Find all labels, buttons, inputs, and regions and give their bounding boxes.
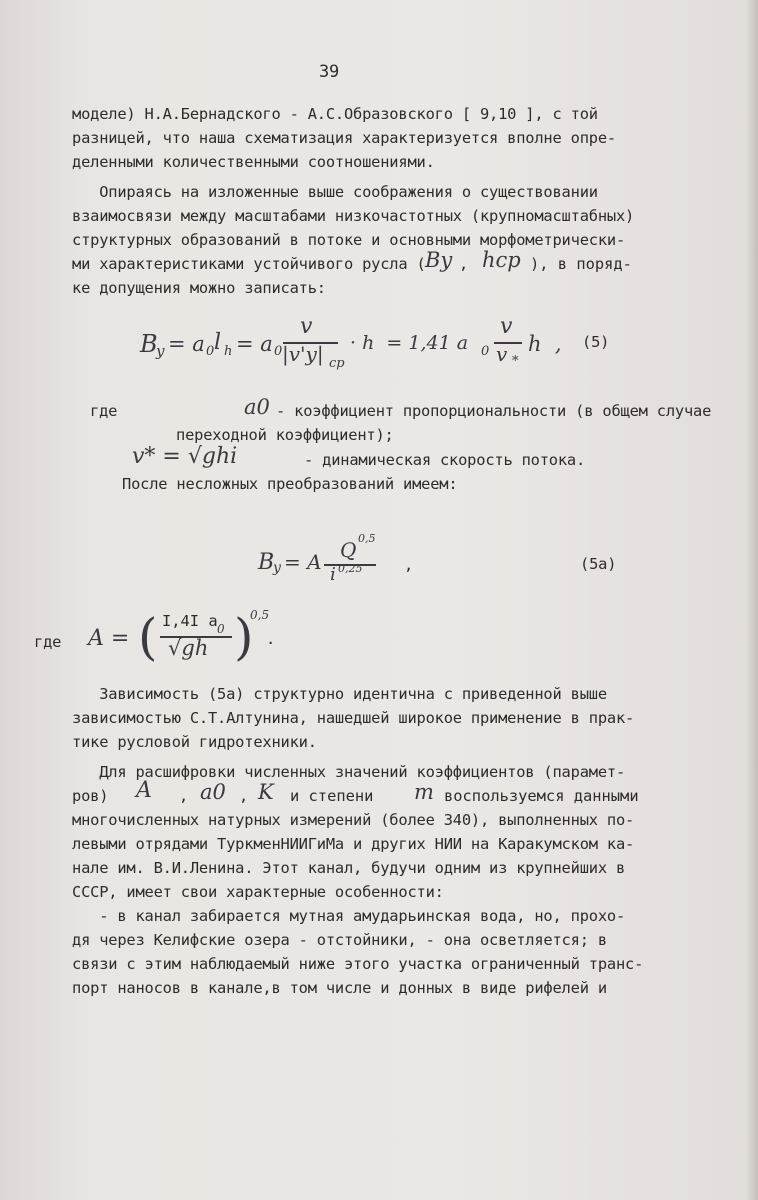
eq5a-comma: , xyxy=(404,556,414,574)
eq5-a0-sub: 0 xyxy=(206,344,215,359)
para2-line1: Опираясь на изложенные выше соображения о существовании xyxy=(72,183,598,201)
eq5a-den: i xyxy=(330,564,336,585)
where1-desc3: - динамическая скорость потока. xyxy=(304,451,586,469)
symbol-by-inline: By xyxy=(425,248,453,272)
eq5-frac-den-sub: cp xyxy=(329,356,345,371)
eq5-by: B xyxy=(140,330,158,358)
para4-line8: дя через Келифские озера - отстойники, - она осветляется; в xyxy=(72,931,607,949)
eq5a-den-exp: 0,25 xyxy=(338,562,363,575)
eq5-eq1: = a xyxy=(168,332,205,356)
symbol-a0-param: a0 xyxy=(200,780,226,804)
eq-a-lparen: ( xyxy=(138,608,158,666)
equation-5a xyxy=(258,534,418,588)
eq5-frac2-den-sub: * xyxy=(512,354,519,369)
eq5-a0-sub-2: 0 xyxy=(274,344,283,359)
para2-comma: , xyxy=(459,255,469,273)
eq-a-rparen: ) xyxy=(234,608,254,666)
after-transform: После несложных преобразований имеем: xyxy=(122,475,458,493)
eq-a-exp: 0,5 xyxy=(250,608,270,622)
para4-voспользуемся: воспользуемся данными xyxy=(444,787,639,805)
symbol-k-param: K xyxy=(258,780,274,804)
eq-a-den: √gh xyxy=(168,636,209,660)
eq-a-num-sub: 0 xyxy=(217,622,225,636)
eq5a-num-exp: 0,5 xyxy=(358,532,376,545)
page-number: 39 xyxy=(319,62,340,82)
eq5-eq2: = a xyxy=(236,332,273,356)
para4-line10: порт наносов в канале,в том числе и донных в виде рифелей и xyxy=(72,979,607,997)
para4-line4: левыми отрядами ТуркменНИИГиМа и других НИИ на Каракумском ка- xyxy=(72,835,635,853)
equation-5 xyxy=(140,314,562,380)
para4-ros: ров) xyxy=(72,787,109,805)
para4-line5: нале им. В.И.Ленина. Этот канал, будучи одним из крупнейших в xyxy=(72,859,626,877)
eq5a-eq: = A xyxy=(284,550,322,574)
eq5a-number: (5a) xyxy=(580,555,617,573)
para4-i-stepeni: и степени xyxy=(290,787,374,805)
eq-a-dot: . xyxy=(266,630,276,648)
eq5-mid: · h = 1,41 a xyxy=(350,332,469,354)
para2-line5: ке допущения можно записать: xyxy=(72,279,326,297)
para4-line1: Для расшифровки численных значений коэффициентов (парамет- xyxy=(72,763,626,781)
where1-vstar: v* = √ghi xyxy=(132,444,238,469)
page-edge-shadow xyxy=(746,0,758,1200)
eq5-end: h , xyxy=(528,332,562,356)
eq5a-by: B xyxy=(258,550,275,575)
where1-lead: где xyxy=(90,402,118,420)
eq5-by-sub: y xyxy=(156,342,165,360)
eq5-frac-num: v xyxy=(300,314,313,339)
eq5a-num: Q xyxy=(340,538,357,562)
para2-line2: взаимосвязи между масштабами низкочастотных (крупномасштабных) xyxy=(72,207,635,225)
where1-desc2: переходной коэффициент); xyxy=(176,426,394,444)
para2-line4-end: ), в поряд- xyxy=(530,255,632,273)
equation-a xyxy=(88,606,298,676)
eq5a-by-sub: y xyxy=(273,560,281,576)
where2-lead: где xyxy=(34,633,62,651)
para1-line2: разницей, что наша схематизация характеризуется вполне опре- xyxy=(72,129,616,147)
para4-line7: - в канал забирается мутная амударьинская вода, но, прохо- xyxy=(72,907,626,925)
eq-a-num: I,4I a xyxy=(162,612,218,630)
eq5-frac2-den: v xyxy=(496,342,508,366)
para4-line6: СССР, имеет свои характерные особенности: xyxy=(72,883,444,901)
para4-line9: связи с этим наблюдаемый ниже этого участка ограниченный транс- xyxy=(72,955,644,973)
para3-line1: Зависимость (5а) структурно идентична с приведенной выше xyxy=(72,685,607,703)
para4-line3: многочисленных натурных измерений (более 340), выполненных по- xyxy=(72,811,635,829)
para1-line1: моделе) Н.А.Бернадского - А.С.Образовского [ 9,10 ], с той xyxy=(72,105,598,123)
eq5-a0-sub-3: 0 xyxy=(481,344,490,359)
where1-desc1: - коэффициент пропорциональности (в общем случае xyxy=(276,402,712,420)
eq5-frac-den: |v'y| xyxy=(282,342,324,366)
para3-line3: тике русловой гидротехники. xyxy=(72,733,317,751)
eq5-lh: l xyxy=(214,330,222,355)
symbol-hcp-inline: hcp xyxy=(482,248,521,272)
para2-line3: структурных образований в потоке и основными морфометрически- xyxy=(72,231,626,249)
para4-comma2: , xyxy=(239,787,249,805)
where1-a0: a0 xyxy=(244,395,270,419)
eq-a-lhs: A = xyxy=(88,626,130,651)
eq5-lh-sub: h xyxy=(224,344,233,359)
symbol-m-param: m xyxy=(414,780,434,804)
para2-line4: ми характеристиками устойчивого русла ( xyxy=(72,255,426,273)
symbol-a-param: A xyxy=(136,778,152,803)
para3-line2: зависимостью С.Т.Алтунина, нашедшей широкое применение в прак- xyxy=(72,709,635,727)
eq5-number: (5) xyxy=(582,333,610,351)
eq5-frac2-num: v xyxy=(500,314,513,339)
para1-line3: деленными количественными соотношениями. xyxy=(72,153,435,171)
para4-comma1: , xyxy=(179,787,189,805)
